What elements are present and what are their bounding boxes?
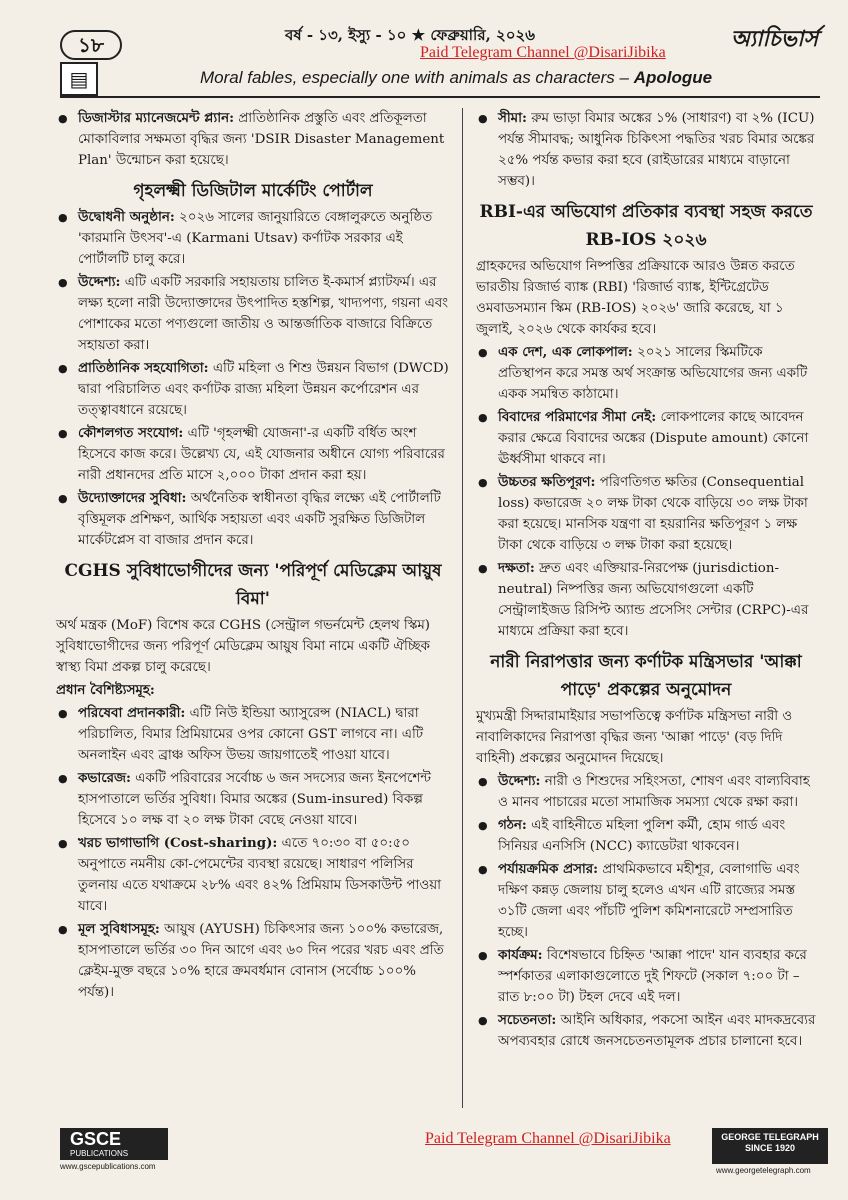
moral-word: Apologue	[633, 68, 713, 87]
bullet-text: একটি পরিবারের সর্বোচ্চ ৬ জন সদস্যের জন্য ইনপেশেন্ট হাসপাতালে ভর্তির সুবিধা। বিমার অঙ্কের (Sum-insured) বিকল্প হিসেবে ১০ লক্ষ বা ২০ লক্ষ টাকা বেছে নেওয়া যাবে।	[78, 771, 431, 828]
bullet-text: আইনি অধিকার, পকসো আইন এবং মাদকদ্রব্যের অপব্যবহার রোধে জনসচেতনতামূলক প্রচার চালানো হবে।	[498, 1013, 816, 1049]
list-item	[56, 919, 450, 1003]
george-telegraph-text: GEORGE TELEGRAPH	[721, 1132, 819, 1142]
list-item	[56, 488, 450, 551]
bullet-label: কার্যক্রম:	[498, 947, 543, 963]
list-item	[476, 815, 816, 857]
bullet-text: আয়ুষ (AYUSH) চিকিৎসার জন্য ১০০% কভারেজ, হাসপাতালে ভর্তির ৩০ দিন আগে এবং ৬০ দিন পরের খরচ এবং প্রতি ক্লেইম-মুক্ত বছরে ১০% হারে ক্রমবর্ধমান বোনাস (সর্বোচ্চ ১০০% পর্যন্ত)।	[78, 922, 444, 1000]
gsce-logo-text: GSCE	[70, 1129, 122, 1149]
bullet-label: গঠন:	[498, 817, 527, 833]
bullet-text: ২০২৬ সালের জানুয়ারিতে বেঙ্গালুরুতে অনুষ্ঠিত 'কারমানি উৎসব'-এ (Karmani Utsav) কর্ণাটক সরকার এই পোর্টালটি চালু করে।	[78, 210, 433, 267]
george-telegraph-logo	[712, 1128, 828, 1164]
bullet-label: সচেতনতা:	[498, 1012, 557, 1028]
bullet-text: পরিণতিগত ক্ষতির (Consequential loss) কভারেজ ২০ লক্ষ টাকা থেকে বাড়িয়ে ৩০ লক্ষ টাকা করা হয়েছে। মানসিক যন্ত্রণা বা হয়রানির ক্ষতিপূরণ ১ লক্ষ টাকা থেকে বাড়িয়ে ৩ লক্ষ টাকা করা হয়েছে।	[498, 475, 808, 553]
bullet-text: প্রাতিষ্ঠানিক প্রস্তুতি এবং প্রতিকূলতা মোকাবিলার সক্ষমতা বৃদ্ধির জন্য 'DSIR Disaster Management Plan' উন্মোচন করা হয়েছে।	[78, 111, 445, 168]
list-item	[56, 358, 450, 421]
list-item	[476, 108, 816, 192]
gsce-logo-sub: PUBLICATIONS	[70, 1149, 129, 1158]
bullet-text: রুম ভাড়া বিমার অঙ্কের ১% (সাধারণ) বা ২% (ICU) পর্যন্ত সীমাবদ্ধ; আধুনিক চিকিৎসা পদ্ধতির খরচ বিমার অঙ্কের ২৫% পর্যন্ত কভার করা হবে (রাইডারের মাধ্যমে বাড়ানো সম্ভব)।	[498, 111, 815, 189]
bullet-label: পরিষেবা প্রদানকারী:	[78, 705, 186, 721]
page-header	[0, 0, 848, 60]
bullet-label: ডিজাস্টার ম্যানেজমেন্ট প্ল্যান:	[78, 110, 235, 126]
bullet-label: উদ্বোধনী অনুষ্ঠান:	[78, 209, 175, 225]
watermark-bottom: Paid Telegram Channel @DisariJibika	[425, 1130, 671, 1147]
bullet-label: বিবাদের পরিমাণের সীমা নেই:	[498, 409, 657, 425]
list-item	[476, 859, 816, 943]
bullet-label: কৌশলগত সংযোগ:	[78, 425, 184, 441]
section-title-grihalakshmi: গৃহলক্ষ্মী ডিজিটাল মার্কেটিং পোর্টাল	[133, 181, 373, 201]
list-item	[476, 1010, 816, 1052]
bullet-text: এটি 'গৃহলক্ষ্মী যোজনা'-র একটি বর্ধিত অংশ হিসেবে কাজ করে। উল্লেখ্য যে, এই যোজনার অধীনে যোগ্য পরিবারের নারী প্রধানদের প্রতি মাসে ২,০০০ টাকা প্রদান করা হয়।	[78, 426, 445, 483]
bullet-label: উদ্যোক্তাদের সুবিধা:	[78, 490, 187, 506]
moral-bar	[60, 62, 820, 98]
bullet-label: মূল সুবিধাসমূহ:	[78, 921, 160, 937]
subheading: প্রধান বৈশিষ্ট্যসমূহ:	[56, 682, 155, 698]
bullet-label: সীমা:	[498, 110, 527, 126]
watermark-top: Paid Telegram Channel @DisariJibika	[420, 44, 666, 61]
newspaper-icon: ▤	[60, 62, 98, 96]
bullet-label: প্রাতিষ্ঠানিক সহযোগিতা:	[78, 360, 209, 376]
bullet-label: এক দেশ, এক লোকপাল:	[498, 344, 633, 360]
list-item	[56, 768, 450, 831]
brand-title: অ্যাচিভার্স	[730, 26, 818, 52]
list-item	[476, 407, 816, 470]
bullet-text: দ্রুত এবং এক্তিয়ার-নিরপেক্ষ (jurisdiction-neutral) নিষ্পত্তির জন্য অভিযোগগুলো একটি সেন্ট্রালাইজড রিসিপ্ট অ্যান্ড প্রসেসিং সেন্টার (CRPC)-এর মাধ্যমে প্রক্রিয়া করা হবে।	[498, 561, 809, 639]
column-divider	[462, 108, 463, 1108]
bullet-text: অর্থনৈতিক স্বাধীনতা বৃদ্ধির লক্ষ্যে এই পোর্টালটি বৃত্তিমূলক প্রশিক্ষণ, আর্থিক সহায়তা এবং একটি সুরক্ষিত ডিজিটাল মার্কেটপ্লেস বা বাজার প্রদান করে।	[78, 491, 441, 548]
gsce-url: www.gscepublications.com	[60, 1162, 156, 1171]
list-item	[56, 207, 450, 270]
section-paragraph: গ্রাহকদের অভিযোগ নিষ্পত্তির প্রক্রিয়াকে আরও উন্নত করতে ভারতীয় রিজার্ভ ব্যাঙ্ক (RBI) 'রিজার্ভ ব্যাঙ্ক, ইন্টিগ্রেটেড ওমবাডসম্যান স্কিম (RB-IOS) ২০২৬' জারি করেছে, যা ১ জুলাই, ২০২৬ থেকে কার্যকর হবে।	[476, 259, 795, 337]
list-item	[56, 703, 450, 766]
list-item	[476, 558, 816, 642]
bullet-text: এতে ৭০:৩০ বা ৫০:৫০ অনুপাতে নমনীয় কো-পেমেন্টের ব্যবস্থা রয়েছে। সাধারণ পলিসির তুলনায় এতে যথাক্রমে ২৮% এবং ৪২% প্রিমিয়াম ডিসকাউন্ট পাওয়া যাবে।	[78, 836, 442, 914]
list-item	[56, 423, 450, 486]
list-item	[476, 945, 816, 1008]
moral-text	[200, 68, 712, 88]
bullet-label: দক্ষতা:	[498, 560, 535, 576]
list-item	[56, 833, 450, 917]
page-number: ১৮	[60, 30, 122, 60]
bullet-label: খরচ ভাগাভাগি (Cost-sharing):	[78, 835, 278, 851]
bullet-text: এটি নিউ ইন্ডিয়া অ্যাসুরেন্স (NIACL) দ্বারা পরিচালিত, বিমার প্রিমিয়ামের ওপর কোনো GST লাগবে না। এটি অনলাইন এবং ব্রাঞ্চ অফিস উভয় জায়গাতেই পাওয়া যাবে।	[78, 706, 424, 763]
list-item	[56, 272, 450, 356]
bullet-text: নারী ও শিশুদের সহিংসতা, শোষণ এবং বাল্যবিবাহ ও মানব পাচারের মতো সামাজিক সমস্যা থেকে রক্ষা করা।	[498, 774, 810, 810]
bullet-text: এটি মহিলা ও শিশু উন্নয়ন বিভাগ (DWCD) দ্বারা পরিচালিত এবং কর্ণাটক রাজ্য মহিলা উন্নয়ন কর্পোরেশন এর তত্ত্বাবধানে রয়েছে।	[78, 361, 449, 418]
list-item	[476, 771, 816, 813]
bullet-text: বিশেষভাবে চিহ্নিত 'আক্কা পাদে' যান ব্যবহার করে স্পর্শকাতর এলাকাগুলোতে দুই শিফটে (সকাল ৭:০০ টা – রাত ৮:০০ টা) টহল দেবে এই দল।	[498, 948, 807, 1005]
gsce-logo	[60, 1128, 168, 1160]
bullet-text: লোকপালের কাছে আবেদন করার ক্ষেত্রে বিবাদের অঙ্কের (Dispute amount) কোনো ঊর্ধ্বসীমা থাকবে না।	[498, 410, 809, 467]
section-title-rbi: RBI-এর অভিযোগ প্রতিকার ব্যবস্থা সহজ করতে RB-IOS ২০২৬	[479, 202, 813, 250]
bullet-text: ২০২১ সালের স্কিমটিকে প্রতিস্থাপন করে সমস্ত অর্থ সংক্রান্ত অভিযোগের জন্য একটি একক সমন্বিত কাঠামো।	[498, 345, 808, 402]
bullet-label: উদ্দেশ্য:	[498, 773, 541, 789]
right-column	[476, 108, 816, 1054]
issue-line: বর্ষ - ১৩, ইস্যু - ১০ ★ ফেব্রুয়ারি, ২০২৬	[285, 26, 536, 44]
section-paragraph: অর্থ মন্ত্রক (MoF) বিশেষ করে CGHS (সেন্ট্রাল গভর্নমেন্ট হেলথ স্কিম) সুবিধাভোগীদের জন্য পরিপূর্ণ মেডিক্লেম আয়ুষ বিমা নামে একটি ঐচ্ছিক স্বাস্থ্য বিমা প্রকল্প চালু করেছে।	[56, 618, 431, 675]
section-paragraph: মুখ্যমন্ত্রী সিদ্দারামাইয়ার সভাপতিত্বে কর্ণাটক মন্ত্রিসভা নারী ও নাবালিকাদের নিরাপত্তা বৃদ্ধির জন্য 'আক্কা পাড়ে' (বড় দিদি বাহিনী) প্রকল্পের অনুমোদন দিয়েছে।	[476, 709, 793, 766]
list-item	[476, 472, 816, 556]
intro-bullet	[56, 108, 450, 171]
bullet-label: পর্যায়ক্রমিক প্রসার:	[498, 861, 599, 877]
george-telegraph-url: www.georgetelegraph.com	[716, 1166, 811, 1175]
bullet-label: উদ্দেশ্য:	[78, 274, 121, 290]
bullet-label: উচ্চতর ক্ষতিপূরণ:	[498, 474, 596, 490]
section-title-cghs: CGHS সুবিধাভোগীদের জন্য 'পরিপূর্ণ মেডিক্লেম আয়ুষ বিমা'	[64, 561, 442, 609]
bullet-label: কভারেজ:	[78, 770, 131, 786]
george-telegraph-sub: SINCE 1920	[744, 1143, 796, 1153]
bullet-text: এটি একটি সরকারি সহায়তায় চালিত ই-কমার্স প্ল্যাটফর্ম। এর লক্ষ্য হলো নারী উদ্যোক্তাদের উৎপাদিত হস্তশিল্প, খাদ্যপণ্য, গয়না এবং পোশাকের মতো পণ্যগুলো জাতীয় ও আন্তর্জাতিক বাজারে বিক্রিতে সহায়তা করা।	[78, 275, 448, 353]
bullet-text: এই বাহিনীতে মহিলা পুলিশ কর্মী, হোম গার্ড এবং সিনিয়র এনসিসি (NCC) ক্যাডেটরা থাকবেন।	[498, 818, 786, 854]
list-item	[476, 342, 816, 405]
bullet-text: প্রাথমিকভাবে মহীশূর, বেলাগাভি এবং দক্ষিণ কন্নড় জেলায় চালু হলেও এখন এটি রাজ্যের সমস্ত ৩১টি জেলা এবং পাঁচটি পুলিশ কমিশনারেটে সম্প্রসারিত হচ্ছে।	[498, 862, 800, 940]
moral-definition: Moral fables, especially one with animals as characters –	[200, 68, 629, 87]
left-column	[56, 108, 450, 1005]
section-title-akka-pade: নারী নিরাপত্তার জন্য কর্ণাটক মন্ত্রিসভার 'আক্কা পাড়ে' প্রকল্পের অনুমোদন	[490, 652, 802, 700]
